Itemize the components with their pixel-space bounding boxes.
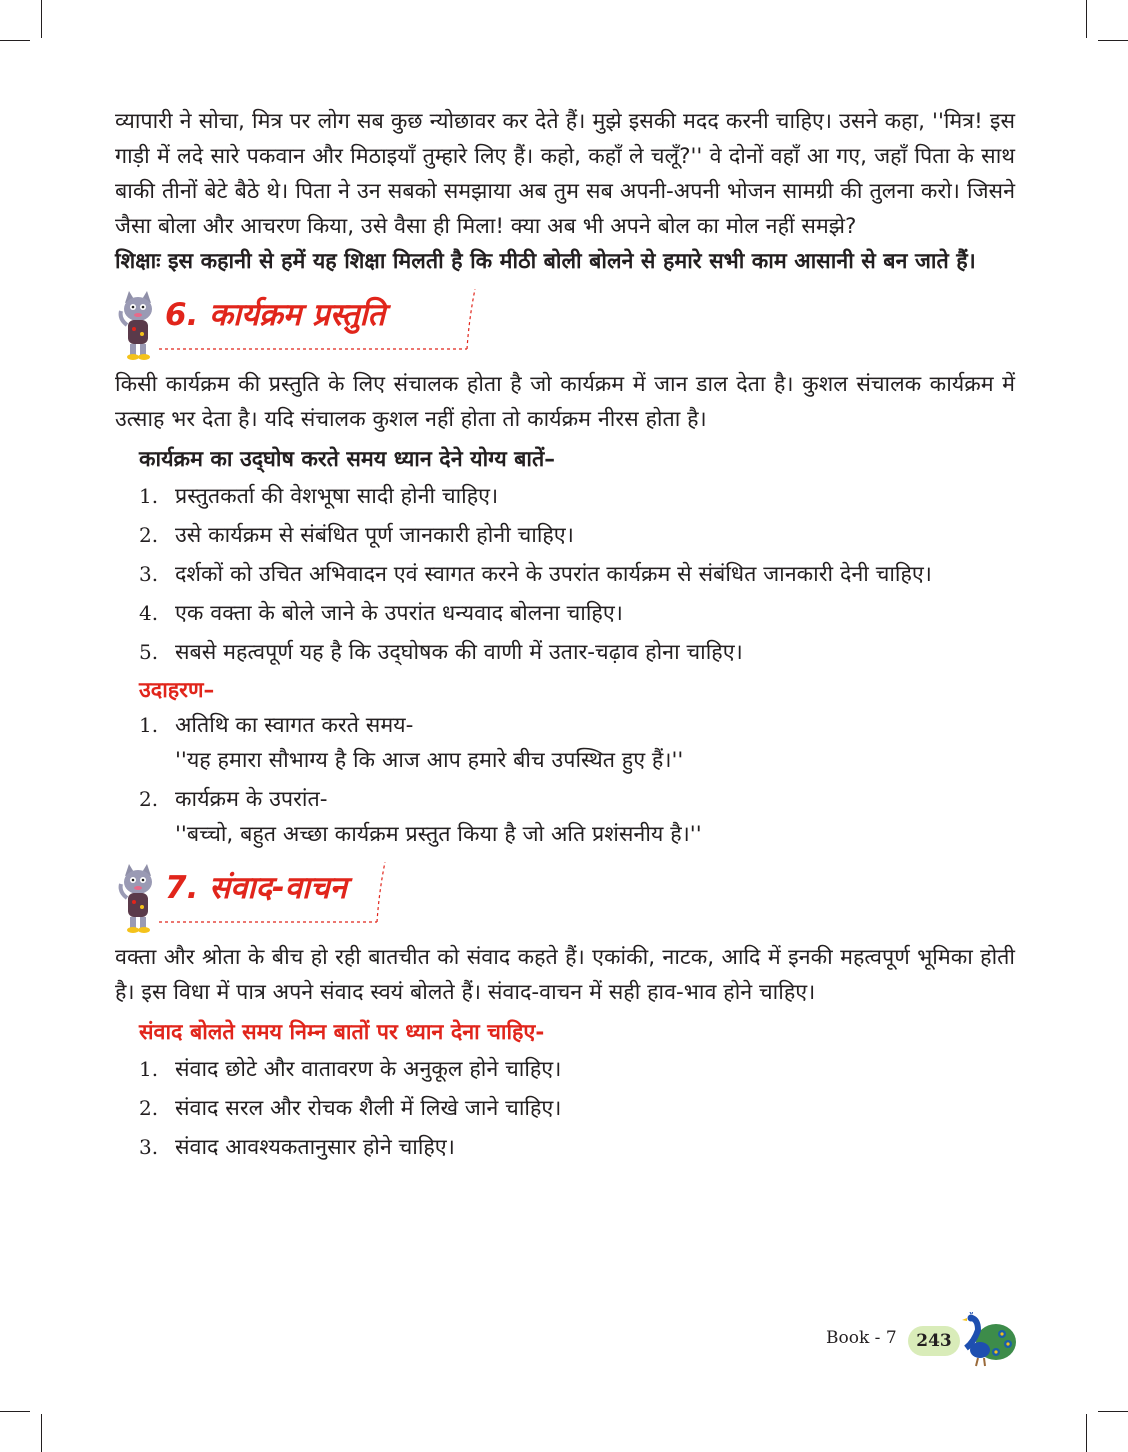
crop-mark — [1098, 1411, 1128, 1412]
crop-mark — [1098, 40, 1128, 41]
crop-mark — [1086, 0, 1087, 38]
list-item — [139, 518, 1015, 553]
crop-mark — [0, 1411, 30, 1412]
item-number: 2. — [139, 787, 159, 811]
item-text: दर्शकों को उचित अभिवादन एवं स्वागत करने के उपरांत कार्यक्रम से संबंधित जानकारी देनी चाहिए। — [175, 562, 932, 587]
list-item — [139, 479, 1015, 514]
item-number: 1. — [139, 484, 159, 508]
book-label: Book - 7 — [826, 1328, 897, 1348]
cat-mascot-icon — [115, 862, 161, 934]
section-6-heading — [115, 289, 1015, 361]
item-text: उसे कार्यक्रम से संबंधित पूर्ण जानकारी होनी चाहिए। — [175, 523, 574, 548]
item-number: 2. — [139, 1096, 159, 1120]
section-7-points — [115, 1052, 1015, 1165]
page-number-badge: 243 — [908, 1326, 960, 1356]
item-text: संवाद सरल और रोचक शैली में लिखे जाने चाहिए। — [175, 1096, 562, 1121]
item-number: 1. — [139, 1057, 159, 1081]
list-item — [139, 596, 1015, 631]
item-text: संवाद छोटे और वातावरण के अनुकूल होने चाहिए। — [175, 1057, 562, 1082]
crop-mark — [41, 1414, 42, 1452]
crop-mark — [0, 40, 30, 41]
example-quote: ''यह हमारा सौभाग्य है कि आज आप हमारे बीच उपस्थित हुए हैं।'' — [175, 748, 684, 773]
section-6-examples — [115, 708, 1015, 852]
section-6-points — [115, 479, 1015, 670]
example-label: उदाहरण– — [139, 678, 215, 703]
list-item — [139, 1130, 1015, 1165]
crop-mark — [1086, 1414, 1087, 1452]
item-number: 2. — [139, 523, 159, 547]
item-number: 3. — [139, 1135, 159, 1159]
section-7-subheading: संवाद बोलते समय निम्न बातों पर ध्यान देना चाहिए- — [139, 1020, 545, 1045]
list-item — [139, 635, 1015, 670]
item-number: 1. — [139, 713, 159, 737]
item-text: प्रस्तुतकर्ता की वेशभूषा सादी होनी चाहिए। — [175, 484, 499, 509]
section-7-title: 7. संवाद-वाचन — [165, 870, 347, 906]
intro-paragraph: व्यापारी ने सोचा, मित्र पर लोग सब कुछ न्योछावर कर देते हैं। मुझे इसकी मदद करनी चाहिए। उसने कहा, ''मित्र! इस गाड़ी में लदे सारे पकवान और मिठाइयाँ तुम्हारे लिए हैं। कहो, कहाँ ले चलूँ?'' वे दोनों वहाँ आ गए, जहाँ पिता के साथ बाकी तीनों बेटे बैठे थे। पिता ने उन सबको समझाया अब तुम सब अपनी-अपनी भोजन सामग्री की तुलना करो। जिसने जैसा बोला और आचरण किया, उसे वैसा ही मिला! क्या अब भी अपने बोल का मोल नहीं समझे? — [115, 109, 1015, 239]
list-item — [139, 1091, 1015, 1126]
section-7-heading — [115, 862, 1015, 934]
crop-mark — [41, 0, 42, 38]
list-item — [139, 782, 1015, 852]
item-text: सबसे महत्वपूर्ण यह है कि उद्‌घोषक की वाणी में उतार-चढ़ाव होना चाहिए। — [175, 640, 743, 665]
item-text: संवाद आवश्यकतानुसार होने चाहिए। — [175, 1135, 455, 1160]
section-6-subheading: कार्यक्रम का उद्‌घोष करते समय ध्यान देने योग्य बातें– — [139, 447, 556, 472]
item-number: 4. — [139, 601, 159, 625]
cat-mascot-icon — [115, 289, 161, 361]
section-6-title: 6. कार्यक्रम प्रस्तुति — [165, 297, 386, 333]
page-footer — [822, 1318, 1022, 1368]
section-7-paragraph: वक्ता और श्रोता के बीच हो रही बातचीत को संवाद कहते हैं। एकांकी, नाटक, आदि में इनकी महत्वपूर्ण भूमिका होती है। इस विधा में पात्र अपने संवाद स्वयं बोलते हैं। संवाद-वाचन में सही हाव-भाव होने चाहिए। — [115, 945, 1015, 1005]
item-text: कार्यक्रम के उपरांत- — [175, 787, 328, 812]
section-6-paragraph: किसी कार्यक्रम की प्रस्तुति के लिए संचालक होता है जो कार्यक्रम में जान डाल देता है। कुशल संचालक कार्यक्रम में उत्साह भर देता है। यदि संचालक कुशल नहीं होता तो कार्यक्रम नीरस होता है। — [115, 372, 1015, 432]
example-quote: ''बच्चो, बहुत अच्छा कार्यक्रम प्रस्तुत किया है जो अति प्रशंसनीय है।'' — [175, 822, 702, 847]
item-text: अतिथि का स्वागत करते समय- — [175, 713, 414, 738]
moral-text: शिक्षाः इस कहानी से हमें यह शिक्षा मिलती है कि मीठी बोली बोलने से हमारे सभी काम आसानी से बन जाते हैं। — [115, 249, 976, 274]
item-number: 5. — [139, 640, 159, 664]
list-item — [139, 557, 1015, 592]
list-item — [139, 1052, 1015, 1087]
item-text: एक वक्ता के बोले जाने के उपरांत धन्यवाद बोलना चाहिए। — [175, 601, 623, 626]
page-content — [115, 104, 1015, 1169]
item-number: 3. — [139, 562, 159, 586]
list-item — [139, 708, 1015, 778]
peacock-icon — [956, 1312, 1018, 1368]
